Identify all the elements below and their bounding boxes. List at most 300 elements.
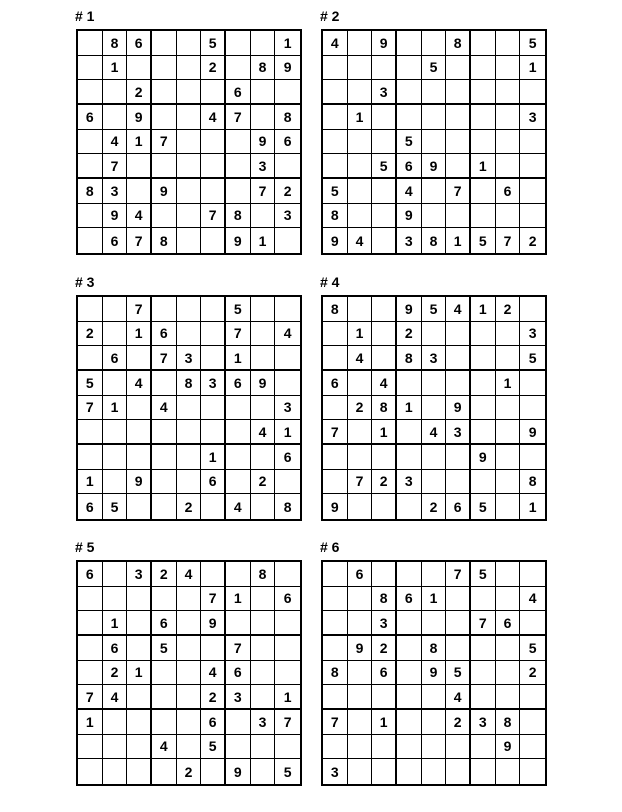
sudoku-cell [78, 420, 103, 445]
sudoku-cell [251, 735, 276, 760]
sudoku-cell: 7 [446, 562, 471, 587]
sudoku-cell [323, 636, 348, 661]
sudoku-cell [323, 396, 348, 421]
sudoku-cell: 7 [78, 396, 103, 421]
sudoku-cell: 6 [275, 445, 300, 470]
sudoku-cell [397, 31, 422, 56]
sudoku-cell [422, 322, 447, 347]
sudoku-cell [177, 105, 202, 130]
sudoku-cell [226, 470, 251, 495]
sudoku-cell [496, 494, 521, 519]
sudoku-cell: 5 [471, 228, 496, 253]
sudoku-cell [348, 685, 373, 710]
sudoku-cell [226, 562, 251, 587]
sudoku-cell [422, 445, 447, 470]
sudoku-cell [275, 636, 300, 661]
sudoku-cell: 8 [397, 346, 422, 371]
sudoku-cell: 1 [201, 445, 226, 470]
sudoku-cell [226, 611, 251, 636]
sudoku-cell: 4 [275, 322, 300, 347]
sudoku-cell [78, 130, 103, 155]
sudoku-cell [275, 371, 300, 396]
sudoku-cell: 9 [520, 420, 545, 445]
sudoku-cell: 8 [283, 498, 292, 515]
sudoku-cell: 3 [103, 179, 128, 204]
sudoku-cell [397, 636, 422, 661]
sudoku-cell [201, 494, 226, 519]
sudoku-cell: 9 [127, 105, 152, 130]
sudoku-cell: 2 [103, 661, 128, 686]
sudoku-cell [471, 470, 496, 495]
sudoku-cell [275, 735, 300, 760]
sudoku-cell: 4 [152, 396, 177, 421]
sudoku-cell: 9 [471, 445, 496, 470]
sudoku-cell [275, 611, 300, 636]
sudoku-cell [251, 494, 276, 519]
sudoku-cell [422, 735, 447, 760]
sudoku-cell [520, 204, 545, 229]
sudoku-grid [321, 560, 547, 786]
sudoku-cell: 8 [103, 31, 128, 56]
sudoku-cell: 4 [103, 685, 128, 710]
sudoku-cell: 1 [103, 611, 128, 636]
sudoku-cell [446, 204, 471, 229]
sudoku-cell [323, 56, 348, 81]
sudoku-cell: 1 [348, 322, 373, 347]
sudoku-cell: 6 [323, 371, 348, 396]
sudoku-cell [226, 710, 251, 735]
sudoku-cell: 6 [201, 470, 226, 495]
sudoku-cell [471, 80, 496, 105]
sudoku-cell [152, 710, 177, 735]
sudoku-cell: 1 [226, 346, 251, 371]
sudoku-cell: 4 [152, 735, 177, 760]
sudoku-cell [103, 735, 128, 760]
sudoku-cell [226, 445, 251, 470]
sudoku-cell [78, 228, 103, 253]
sudoku-cell: 6 [348, 562, 373, 587]
sudoku-cell: 7 [446, 179, 471, 204]
sudoku-cell [422, 204, 447, 229]
sudoku-cell: 5 [372, 154, 397, 179]
sudoku-cell [323, 611, 348, 636]
sudoku-cell [471, 105, 496, 130]
sudoku-cell [496, 562, 521, 587]
sudoku-cell: 3 [471, 710, 496, 735]
sudoku-cell [103, 371, 128, 396]
sudoku-cell: 6 [397, 154, 422, 179]
sudoku-cell [446, 587, 471, 612]
sudoku-cell [496, 636, 521, 661]
sudoku-cell [471, 322, 496, 347]
sudoku-cell: 5 [323, 179, 348, 204]
sudoku-cell [348, 611, 373, 636]
sudoku-cell: 7 [226, 322, 251, 347]
sudoku-cell [372, 346, 397, 371]
sudoku-cell [152, 494, 177, 519]
sudoku-cell [177, 735, 202, 760]
sudoku-cell: 5 [520, 346, 545, 371]
sudoku-cell [78, 346, 103, 371]
sudoku-cell [446, 611, 471, 636]
sudoku-cell: 1 [78, 470, 103, 495]
sudoku-cell: 4 [348, 346, 373, 371]
sudoku-cell: 2 [397, 322, 422, 347]
sudoku-cell [177, 710, 202, 735]
sudoku-cell [397, 710, 422, 735]
sudoku-cell: 1 [348, 105, 373, 130]
sudoku-cell: 7 [152, 346, 177, 371]
sudoku-cell: 4 [201, 105, 226, 130]
sudoku-grid [321, 295, 547, 521]
sudoku-cell [496, 661, 521, 686]
sudoku-cell [520, 297, 545, 322]
sudoku-cell: 1 [471, 297, 496, 322]
sudoku-cell: 3 [251, 154, 276, 179]
sudoku-cell [520, 179, 545, 204]
sudoku-cell: 7 [78, 685, 103, 710]
sudoku-cell [348, 445, 373, 470]
sudoku-cell [471, 420, 496, 445]
sudoku-cell [103, 420, 128, 445]
sudoku-cell [78, 31, 103, 56]
sudoku-cell [323, 154, 348, 179]
sudoku-cell [496, 80, 521, 105]
sudoku-cell [226, 154, 251, 179]
sudoku-cell [348, 735, 373, 760]
sudoku-cell: 2 [520, 661, 545, 686]
sudoku-cell [201, 322, 226, 347]
sudoku-cell [251, 346, 276, 371]
sudoku-cell [471, 759, 496, 784]
sudoku-cell [496, 346, 521, 371]
sudoku-cell [177, 661, 202, 686]
sudoku-cell [446, 154, 471, 179]
sudoku-cell: 3 [520, 322, 545, 347]
sudoku-cell [372, 130, 397, 155]
sudoku-cell: 2 [528, 232, 537, 249]
sudoku-cell [152, 297, 177, 322]
sudoku-cell [103, 322, 128, 347]
sudoku-cell [471, 371, 496, 396]
sudoku-grid [76, 295, 302, 521]
puzzle-label: # 5 [75, 539, 95, 555]
sudoku-cell [471, 587, 496, 612]
sudoku-cell: 6 [78, 562, 103, 587]
sudoku-cell [397, 445, 422, 470]
sudoku-cell: 6 [496, 179, 521, 204]
sudoku-cell [471, 396, 496, 421]
sudoku-cell: 6 [446, 494, 471, 519]
sudoku-cell [152, 587, 177, 612]
sudoku-cell [323, 735, 348, 760]
sudoku-cell [446, 105, 471, 130]
sudoku-cell [152, 154, 177, 179]
sudoku-cell [103, 710, 128, 735]
sudoku-cell: 6 [78, 105, 103, 130]
sudoku-cell: 1 [275, 685, 300, 710]
sudoku-cell [251, 31, 276, 56]
sudoku-cell [78, 661, 103, 686]
sudoku-cell [520, 80, 545, 105]
sudoku-cell [201, 396, 226, 421]
sudoku-cell [177, 587, 202, 612]
sudoku-cell: 6 [226, 371, 251, 396]
sudoku-cell [152, 759, 177, 784]
sudoku-cell: 4 [251, 420, 276, 445]
sudoku-cell [372, 322, 397, 347]
sudoku-cell [78, 204, 103, 229]
sudoku-cell [372, 56, 397, 81]
sudoku-cell [323, 685, 348, 710]
sudoku-cell [177, 130, 202, 155]
sudoku-cell [78, 56, 103, 81]
sudoku-cell [152, 685, 177, 710]
sudoku-cell [103, 445, 128, 470]
sudoku-cell [201, 636, 226, 661]
sudoku-cell [372, 445, 397, 470]
sudoku-cell [177, 56, 202, 81]
sudoku-cell [78, 297, 103, 322]
sudoku-cell [177, 80, 202, 105]
sudoku-cell [323, 587, 348, 612]
sudoku-cell [372, 759, 397, 784]
sudoku-cell: 1 [127, 661, 152, 686]
sudoku-cell [103, 470, 128, 495]
sudoku-cell [348, 297, 373, 322]
sudoku-cell: 8 [422, 636, 447, 661]
sudoku-cell [177, 204, 202, 229]
sudoku-cell: 3 [127, 562, 152, 587]
sudoku-cell [520, 710, 545, 735]
sudoku-cell [520, 396, 545, 421]
sudoku-cell [496, 759, 521, 784]
sudoku-cell [127, 445, 152, 470]
puzzle-label: # 3 [75, 274, 95, 290]
sudoku-cell: 6 [78, 494, 103, 519]
sudoku-cell [201, 179, 226, 204]
sudoku-cell [275, 154, 300, 179]
sudoku-cell: 8 [520, 470, 545, 495]
sudoku-cell: 8 [496, 710, 521, 735]
sudoku-cell [201, 420, 226, 445]
sudoku-cell [177, 154, 202, 179]
sudoku-cell [496, 420, 521, 445]
sudoku-cell [422, 470, 447, 495]
sudoku-cell [152, 470, 177, 495]
sudoku-cell: 9 [348, 636, 373, 661]
sudoku-cell [372, 685, 397, 710]
sudoku-cell [177, 179, 202, 204]
sudoku-cell [127, 611, 152, 636]
sudoku-cell: 6 [397, 587, 422, 612]
sudoku-cell [520, 154, 545, 179]
sudoku-cell [103, 587, 128, 612]
sudoku-cell [520, 562, 545, 587]
sudoku-cell: 9 [323, 494, 348, 519]
sudoku-cell [520, 445, 545, 470]
sudoku-grid [76, 29, 302, 255]
sudoku-cell [471, 204, 496, 229]
sudoku-cell [127, 346, 152, 371]
sudoku-grid [76, 560, 302, 786]
sudoku-cell: 2 [201, 56, 226, 81]
sudoku-cell [348, 31, 373, 56]
sudoku-cell: 7 [323, 710, 348, 735]
sudoku-cell: 8 [422, 228, 447, 253]
sudoku-cell [152, 204, 177, 229]
sudoku-cell [496, 154, 521, 179]
sudoku-cell [323, 346, 348, 371]
sudoku-cell [127, 636, 152, 661]
sudoku-cell [177, 228, 202, 253]
sudoku-cell [201, 297, 226, 322]
sudoku-cell [103, 759, 128, 784]
sudoku-cell [251, 105, 276, 130]
sudoku-cell: 3 [323, 759, 348, 784]
sudoku-cell: 5 [283, 763, 292, 780]
puzzle-label: # 1 [75, 8, 95, 24]
sudoku-cell: 8 [323, 204, 348, 229]
sudoku-cell: 2 [251, 470, 276, 495]
sudoku-cell [226, 56, 251, 81]
sudoku-cell: 4 [127, 204, 152, 229]
sudoku-cell: 9 [422, 154, 447, 179]
sudoku-cell: 2 [127, 80, 152, 105]
sudoku-cell [127, 735, 152, 760]
sudoku-cell [152, 80, 177, 105]
sudoku-cell [177, 636, 202, 661]
sudoku-cell: 3 [372, 611, 397, 636]
sudoku-cell [177, 420, 202, 445]
sudoku-cell: 1 [226, 587, 251, 612]
sudoku-cell [372, 297, 397, 322]
sudoku-cell [348, 56, 373, 81]
sudoku-cell: 1 [275, 420, 300, 445]
sudoku-cell: 9 [422, 661, 447, 686]
sudoku-cell [251, 80, 276, 105]
sudoku-cell [127, 685, 152, 710]
sudoku-cell [348, 371, 373, 396]
sudoku-cell: 7 [103, 154, 128, 179]
sudoku-cell [397, 611, 422, 636]
sudoku-cell [348, 130, 373, 155]
sudoku-cell: 8 [226, 204, 251, 229]
sudoku-cell [103, 80, 128, 105]
sudoku-cell [372, 228, 397, 253]
sudoku-cell [201, 346, 226, 371]
sudoku-cell: 3 [275, 396, 300, 421]
sudoku-cell: 6 [275, 587, 300, 612]
sudoku-cell: 2 [372, 470, 397, 495]
sudoku-cell [251, 322, 276, 347]
sudoku-cell [446, 636, 471, 661]
sudoku-cell [177, 322, 202, 347]
sudoku-cell [397, 685, 422, 710]
sudoku-cell [471, 735, 496, 760]
sudoku-cell: 4 [372, 371, 397, 396]
sudoku-cell: 1 [471, 154, 496, 179]
sudoku-cell: 1 [103, 396, 128, 421]
sudoku-cell [397, 759, 422, 784]
sudoku-cell [422, 31, 447, 56]
sudoku-cell: 4 [348, 228, 373, 253]
sudoku-cell [520, 371, 545, 396]
sudoku-cell: 4 [520, 587, 545, 612]
sudoku-cell: 6 [127, 31, 152, 56]
sudoku-cell [372, 562, 397, 587]
sudoku-cell: 5 [103, 494, 128, 519]
sudoku-cell: 3 [446, 420, 471, 445]
sudoku-cell [127, 759, 152, 784]
sudoku-cell: 5 [446, 661, 471, 686]
sudoku-cell [496, 130, 521, 155]
sudoku-cell [397, 105, 422, 130]
sudoku-cell [348, 587, 373, 612]
sudoku-cell [226, 420, 251, 445]
sudoku-cell [471, 130, 496, 155]
sudoku-cell [275, 470, 300, 495]
puzzle-label: # 2 [320, 8, 340, 24]
sudoku-cell: 6 [103, 228, 128, 253]
sudoku-cell [201, 130, 226, 155]
sudoku-cell [152, 56, 177, 81]
sudoku-cell [397, 735, 422, 760]
sudoku-cell [251, 445, 276, 470]
sudoku-cell: 5 [520, 31, 545, 56]
sudoku-cell: 4 [446, 685, 471, 710]
sudoku-cell [397, 80, 422, 105]
sudoku-cell: 8 [275, 105, 300, 130]
sudoku-cell [520, 685, 545, 710]
sudoku-cell: 1 [127, 322, 152, 347]
sudoku-cell [152, 661, 177, 686]
sudoku-cell: 7 [152, 130, 177, 155]
sudoku-cell [446, 346, 471, 371]
sudoku-cell [422, 371, 447, 396]
sudoku-cell [177, 685, 202, 710]
sudoku-cell: 9 [103, 204, 128, 229]
sudoku-cell: 7 [496, 228, 521, 253]
sudoku-cell [446, 56, 471, 81]
sudoku-cell: 2 [152, 562, 177, 587]
sudoku-cell [496, 587, 521, 612]
sudoku-cell [446, 759, 471, 784]
sudoku-cell [520, 735, 545, 760]
sudoku-cell [471, 31, 496, 56]
sudoku-cell: 2 [446, 710, 471, 735]
sudoku-cell: 7 [127, 297, 152, 322]
sudoku-cell [251, 685, 276, 710]
sudoku-cell [348, 80, 373, 105]
sudoku-cell: 3 [226, 685, 251, 710]
sudoku-cell [520, 759, 545, 784]
sudoku-cell [103, 562, 128, 587]
sudoku-cell [372, 735, 397, 760]
sudoku-cell [496, 31, 521, 56]
sudoku-cell: 8 [372, 396, 397, 421]
sudoku-cell: 1 [372, 710, 397, 735]
sudoku-cell [78, 445, 103, 470]
sudoku-cell [520, 611, 545, 636]
sudoku-cell: 9 [446, 396, 471, 421]
sudoku-cell: 2 [177, 494, 202, 519]
sudoku-cell [323, 130, 348, 155]
sudoku-cell [78, 735, 103, 760]
sudoku-cell: 7 [251, 179, 276, 204]
sudoku-cell [323, 562, 348, 587]
sudoku-cell [152, 31, 177, 56]
